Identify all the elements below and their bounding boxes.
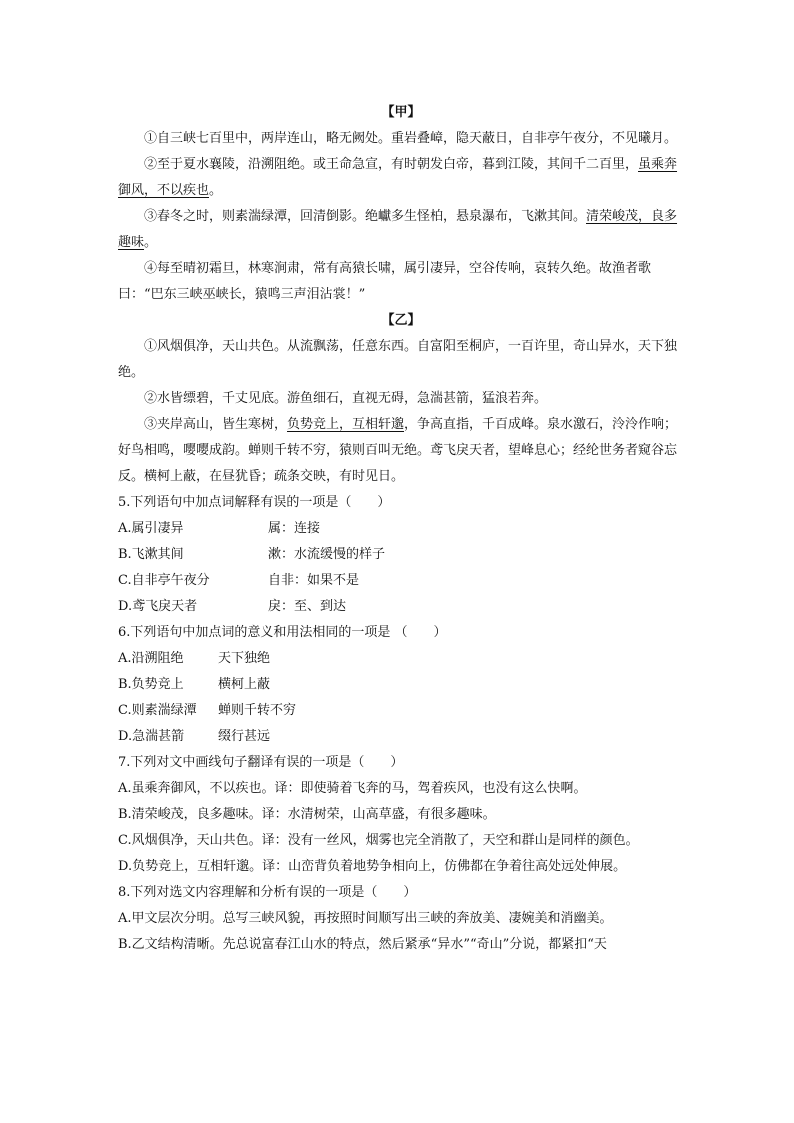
underlined-sentence: 虽乘奔御风，不以疾也 bbox=[118, 157, 678, 198]
q6-option-pair: 横柯上蔽 bbox=[218, 677, 271, 692]
passage-yi-p3-text: ③夹岸高山，皆生寒树， bbox=[144, 417, 288, 432]
q6-option-a bbox=[118, 646, 684, 672]
q7-option-a: A.虽乘奔御风，不以疾也。译：即使骑着飞奔的马，驾着疾风，也没有这么快啊。 bbox=[118, 781, 587, 796]
q5-option-gloss: 自非：如果不是 bbox=[268, 573, 360, 588]
q6-option-c bbox=[118, 698, 684, 724]
passage-jia-heading: 【甲】 bbox=[381, 105, 421, 120]
q6-option-b bbox=[118, 672, 684, 698]
passage-yi-p1: ①风烟俱净，天山共色。从流飘荡，任意东西。自富阳至桐庐，一百许里，奇山异水，天下独绝。 bbox=[118, 339, 678, 380]
question-5-stem: 5.下列语句中加点词解释有误的一项是（ ） bbox=[118, 495, 391, 510]
q5-option-term: A.属引凄异 bbox=[118, 521, 184, 536]
passage-yi-p2: ②水皆缥碧，千丈见底。游鱼细石，直视无碍，急湍甚箭，猛浪若奔。 bbox=[144, 391, 548, 406]
q6-option-pair: 天下独绝 bbox=[218, 651, 271, 666]
q7-option-d: D.负势竞上，互相轩邈。译：山峦背负着地势争相向上，仿佛都在争着往高处远处伸展。 bbox=[118, 859, 627, 874]
underlined-sentence: 清荣峻茂，良多趣味 bbox=[118, 209, 678, 250]
q8-option-a: A.甲文层次分明。总写三峡风貌，再按照时间顺写出三峡的奔放美、凄婉美和消幽美。 bbox=[118, 911, 613, 926]
passage-jia-p4: ④每至晴初霜旦，林寒涧肃，常有高猿长啸，属引凄异，空谷传响，哀转久绝。故渔者歌曰：“巴东三峡巫峡长，猿鸣三声泪沾裳！” bbox=[118, 261, 652, 302]
passage-jia-p1: ①自三峡七百里中，两岸连山，略无阙处。重岩叠嶂，隐天蔽日，自非亭午夜分，不见曦月。 bbox=[144, 131, 678, 146]
q5-option-gloss: 漱：水流缓慢的样子 bbox=[268, 547, 386, 562]
q6-option-term: D.急湍甚箭 bbox=[118, 729, 185, 744]
passage-jia-p3-text: ③春冬之时，则素湍绿潭，回清倒影。绝巘多生怪柏，悬泉瀑布，飞漱其间。 bbox=[144, 209, 587, 224]
q6-option-term: B.负势竞上 bbox=[118, 677, 184, 692]
q5-option-b bbox=[118, 542, 684, 568]
q6-option-term: A.沿溯阻绝 bbox=[118, 651, 184, 666]
q6-option-d bbox=[118, 724, 684, 750]
q5-option-term: C.自非亭午夜分 bbox=[118, 573, 210, 588]
passage-yi-heading: 【乙】 bbox=[381, 313, 421, 328]
question-6-stem: 6.下列语句中加点词的意义和用法相同的一项是 （ ） bbox=[118, 625, 447, 640]
passage-jia-p2-end: 。 bbox=[209, 183, 223, 198]
q5-option-term: D.鸢飞戾天者 bbox=[118, 599, 198, 614]
passage-jia-p2-text: ②至于夏水襄陵，沿溯阻绝。或王命急宣，有时朝发白帝，暮到江陵，其间千二百里， bbox=[144, 157, 639, 172]
q5-option-a bbox=[118, 516, 684, 542]
question-7-stem: 7.下列对文中画线句子翻译有误的一项是（ ） bbox=[118, 755, 404, 770]
q6-option-pair: 蝉则千转不穷 bbox=[218, 703, 297, 718]
q5-option-c bbox=[118, 568, 684, 594]
q8-option-b: B.乙文结构清晰。先总说富春江山水的特点，然后紧承“异水”“奇山”分说，都紧扣“天 bbox=[118, 937, 607, 952]
passage-yi-p3-rest: ，争高直指，千百成峰。泉水激石，泠泠作响；好鸟相鸣，嘤嘤成韵。蝉则千转不穷，猿则百叫无绝。鸢飞戾天者，望峰息心；经纶世务者窥谷忘反。横柯上蔽，在昼犹昏；疏条交映，有时见日。 bbox=[118, 417, 678, 484]
q5-option-gloss: 属：连接 bbox=[268, 521, 321, 536]
passage-yi-p3 bbox=[118, 412, 684, 490]
q7-option-c: C.风烟俱净，天山共色。译：没有一丝风，烟雾也完全消散了，天空和群山是同样的颜色。 bbox=[118, 833, 639, 848]
q5-option-d bbox=[118, 594, 684, 620]
q5-option-term: B.飞漱其间 bbox=[118, 547, 184, 562]
passage-jia-p3-end: 。 bbox=[144, 235, 158, 250]
q5-option-gloss: 戾：至、到达 bbox=[268, 599, 347, 614]
question-8-stem: 8.下列对选文内容理解和分析有误的一项是（ ） bbox=[118, 885, 417, 900]
passage-jia-p3 bbox=[118, 204, 684, 256]
q6-option-term: C.则素湍绿潭 bbox=[118, 703, 197, 718]
q7-option-b: B.清荣峻茂，良多趣味。译：水清树荣，山高草盛，有很多趣味。 bbox=[118, 807, 496, 822]
q6-option-pair: 缀行甚远 bbox=[218, 729, 271, 744]
underlined-sentence: 负势竞上，互相轩邈 bbox=[287, 417, 405, 432]
passage-jia-p2 bbox=[118, 152, 684, 204]
